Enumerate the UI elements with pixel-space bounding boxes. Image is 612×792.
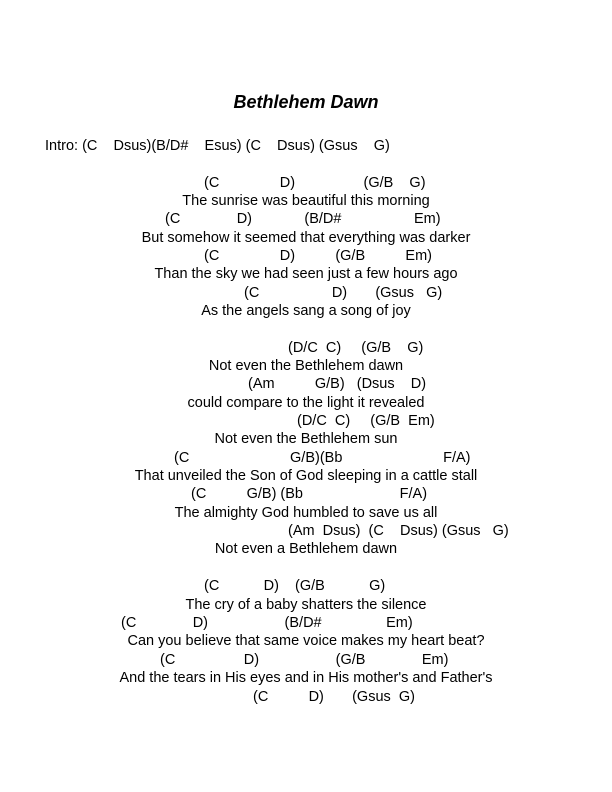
verse1-lyric-line-2: But somehow it seemed that everything was darker	[141, 230, 471, 246]
verse1-lyric-line-3: Than the sky we had seen just a few hours ago	[154, 266, 458, 282]
chorus-chord-line-4: (C G/B)(Bb F/A)	[174, 450, 471, 466]
chorus-chord-line-2: (Am G/B) (Dsus D)	[248, 376, 427, 392]
verse1-chord-line-2: (C D) (B/D# Em)	[165, 211, 441, 227]
chorus-chord-line-6: (Am Dsus) (C Dsus) (Gsus G)	[288, 523, 509, 539]
chorus-chord-line-5: (C G/B) (Bb F/A)	[191, 486, 428, 502]
verse1-lyric-line-1: The sunrise was beautiful this morning	[182, 193, 430, 209]
chorus-lyric-line-2: could compare to the light it revealed	[187, 395, 425, 411]
verse2-lyric-line-2: Can you believe that same voice makes my heart beat?	[127, 633, 485, 649]
intro-chords: Intro: (C Dsus)(B/D# Esus) (C Dsus) (Gsus G)	[45, 138, 390, 154]
verse1-chord-line-3: (C D) (G/B Em)	[204, 248, 432, 264]
verse2-lyric-line-1: The cry of a baby shatters the silence	[185, 597, 427, 613]
verse2-chord-line-2: (C D) (B/D# Em)	[121, 615, 413, 631]
verse2-chord-line-3: (C D) (G/B Em)	[160, 652, 449, 668]
verse1-chord-line-4: (C D) (Gsus G)	[244, 285, 443, 301]
chorus-lyric-line-3: Not even the Bethlehem sun	[214, 431, 398, 447]
chorus-lyric-line-5: The almighty God humbled to save us all	[174, 505, 438, 521]
verse1-lyric-line-4: As the angels sang a song of joy	[201, 303, 411, 319]
verse2-lyric-line-3: And the tears in His eyes and in His mother's and Father's	[119, 670, 493, 686]
chorus-chord-line-1: (D/C C) (G/B G)	[288, 340, 424, 356]
chorus-lyric-line-6: Not even a Bethlehem dawn	[214, 541, 398, 557]
verse2-chord-line-4: (C D) (Gsus G)	[253, 689, 415, 705]
verse1-chord-line-1: (C D) (G/B G)	[204, 175, 426, 191]
chorus-lyric-line-4: That unveiled the Son of God sleeping in a cattle stall	[134, 468, 478, 484]
song-title: Bethlehem Dawn	[233, 92, 379, 112]
chorus-chord-line-3: (D/C C) (G/B Em)	[297, 413, 435, 429]
verse2-chord-line-1: (C D) (G/B G)	[204, 578, 386, 594]
chorus-lyric-line-1: Not even the Bethlehem dawn	[208, 358, 404, 374]
